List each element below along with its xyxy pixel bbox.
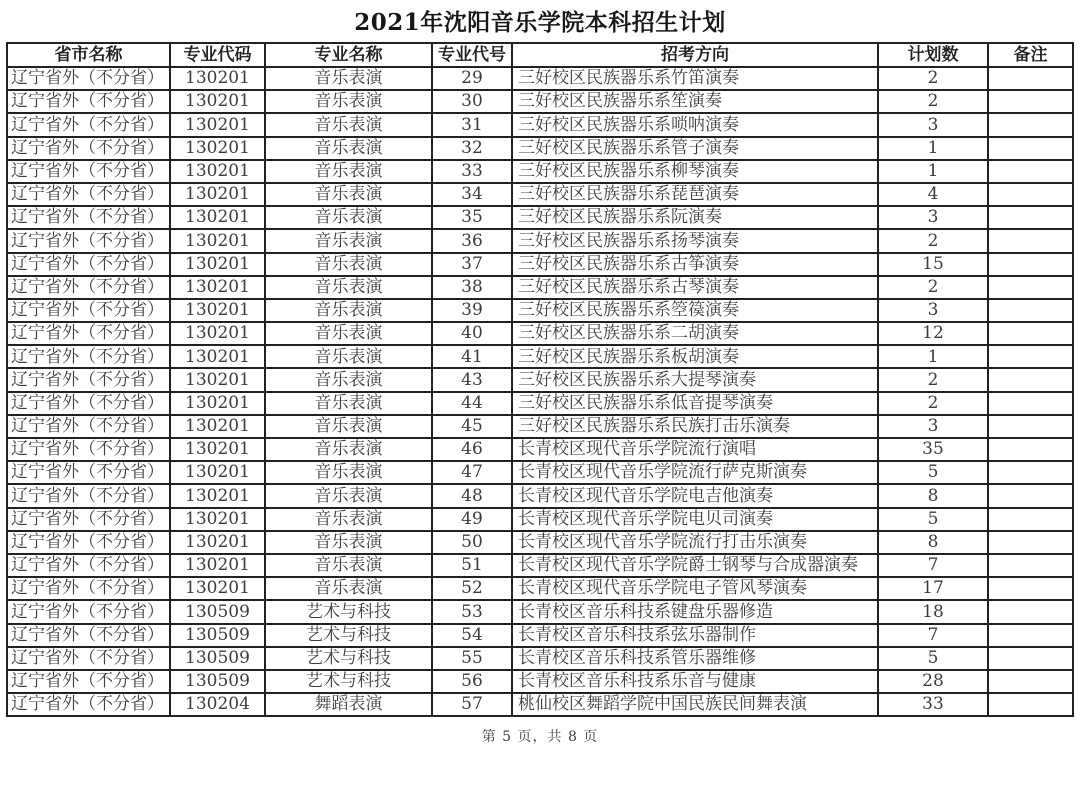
cell-major-code: 130201	[170, 299, 265, 322]
cell-direction: 三好校区民族器乐系柳琴演奏	[512, 160, 878, 183]
cell-province: 辽宁省外（不分省）	[7, 647, 170, 670]
cell-major-code: 130201	[170, 206, 265, 229]
cell-major-number: 35	[432, 206, 512, 229]
header-remark: 备注	[988, 43, 1073, 67]
cell-major-number: 31	[432, 113, 512, 136]
cell-province: 辽宁省外（不分省）	[7, 508, 170, 531]
cell-plan-count: 12	[878, 322, 988, 345]
table-row	[7, 508, 1073, 531]
table-row	[7, 647, 1073, 670]
cell-major-code: 130509	[170, 624, 265, 647]
cell-remark	[988, 345, 1073, 368]
cell-major-name: 音乐表演	[265, 577, 432, 600]
cell-plan-count: 3	[878, 415, 988, 438]
cell-major-code: 130509	[170, 670, 265, 693]
cell-major-name: 音乐表演	[265, 415, 432, 438]
cell-major-number: 36	[432, 229, 512, 252]
cell-province: 辽宁省外（不分省）	[7, 624, 170, 647]
cell-major-code: 130201	[170, 438, 265, 461]
cell-remark	[988, 484, 1073, 507]
cell-province: 辽宁省外（不分省）	[7, 345, 170, 368]
cell-direction: 三好校区民族器乐系古筝演奏	[512, 253, 878, 276]
cell-remark	[988, 160, 1073, 183]
cell-remark	[988, 67, 1073, 90]
table-row	[7, 461, 1073, 484]
cell-direction: 三好校区民族器乐系琵琶演奏	[512, 183, 878, 206]
cell-plan-count: 7	[878, 624, 988, 647]
cell-remark	[988, 113, 1073, 136]
cell-plan-count: 8	[878, 484, 988, 507]
cell-direction: 长青校区现代音乐学院流行演唱	[512, 438, 878, 461]
cell-plan-count: 5	[878, 508, 988, 531]
cell-major-code: 130201	[170, 183, 265, 206]
cell-major-code: 130201	[170, 577, 265, 600]
cell-plan-count: 18	[878, 600, 988, 623]
cell-remark	[988, 137, 1073, 160]
cell-major-number: 49	[432, 508, 512, 531]
cell-direction: 三好校区民族器乐系笙演奏	[512, 90, 878, 113]
cell-major-code: 130201	[170, 113, 265, 136]
cell-direction: 长青校区现代音乐学院流行萨克斯演奏	[512, 461, 878, 484]
cell-major-code: 130201	[170, 229, 265, 252]
cell-plan-count: 1	[878, 345, 988, 368]
cell-major-number: 47	[432, 461, 512, 484]
table-row	[7, 137, 1073, 160]
cell-major-number: 51	[432, 554, 512, 577]
cell-major-name: 音乐表演	[265, 531, 432, 554]
table-row	[7, 299, 1073, 322]
cell-major-number: 29	[432, 67, 512, 90]
cell-major-code: 130201	[170, 160, 265, 183]
cell-remark	[988, 531, 1073, 554]
cell-major-name: 艺术与科技	[265, 647, 432, 670]
cell-major-number: 30	[432, 90, 512, 113]
cell-major-name: 艺术与科技	[265, 624, 432, 647]
cell-province: 辽宁省外（不分省）	[7, 67, 170, 90]
cell-major-number: 41	[432, 345, 512, 368]
cell-remark	[988, 229, 1073, 252]
cell-major-code: 130509	[170, 600, 265, 623]
table-row	[7, 693, 1073, 716]
cell-major-name: 音乐表演	[265, 137, 432, 160]
table-row	[7, 415, 1073, 438]
cell-plan-count: 28	[878, 670, 988, 693]
header-province: 省市名称	[7, 43, 170, 67]
cell-remark	[988, 461, 1073, 484]
cell-direction: 长青校区音乐科技系弦乐器制作	[512, 624, 878, 647]
table-header-row	[7, 43, 1073, 67]
cell-direction: 三好校区民族器乐系箜篌演奏	[512, 299, 878, 322]
cell-major-number: 57	[432, 693, 512, 716]
cell-major-number: 32	[432, 137, 512, 160]
cell-major-name: 音乐表演	[265, 554, 432, 577]
cell-direction: 长青校区现代音乐学院爵士钢琴与合成器演奏	[512, 554, 878, 577]
table-row	[7, 253, 1073, 276]
cell-major-code: 130204	[170, 693, 265, 716]
cell-plan-count: 2	[878, 276, 988, 299]
cell-major-code: 130201	[170, 276, 265, 299]
cell-major-number: 39	[432, 299, 512, 322]
cell-province: 辽宁省外（不分省）	[7, 693, 170, 716]
table-row	[7, 113, 1073, 136]
table-row	[7, 160, 1073, 183]
cell-major-code: 130201	[170, 484, 265, 507]
cell-major-code: 130201	[170, 392, 265, 415]
cell-province: 辽宁省外（不分省）	[7, 229, 170, 252]
cell-remark	[988, 322, 1073, 345]
cell-major-name: 音乐表演	[265, 67, 432, 90]
page-title: 2021年沈阳音乐学院本科招生计划	[354, 9, 726, 36]
cell-direction: 三好校区民族器乐系低音提琴演奏	[512, 392, 878, 415]
cell-remark	[988, 206, 1073, 229]
cell-direction: 长青校区音乐科技系乐音与健康	[512, 670, 878, 693]
cell-plan-count: 2	[878, 90, 988, 113]
cell-major-name: 音乐表演	[265, 276, 432, 299]
cell-major-name: 音乐表演	[265, 229, 432, 252]
table-row	[7, 229, 1073, 252]
cell-major-number: 56	[432, 670, 512, 693]
cell-major-code: 130201	[170, 253, 265, 276]
cell-major-name: 音乐表演	[265, 90, 432, 113]
cell-direction: 三好校区民族器乐系大提琴演奏	[512, 368, 878, 391]
header-plan-count: 计划数	[878, 43, 988, 67]
cell-major-code: 130509	[170, 647, 265, 670]
cell-province: 辽宁省外（不分省）	[7, 253, 170, 276]
cell-major-number: 50	[432, 531, 512, 554]
cell-direction: 三好校区民族器乐系扬琴演奏	[512, 229, 878, 252]
header-major-name: 专业名称	[265, 43, 432, 67]
table-row	[7, 322, 1073, 345]
table-row	[7, 577, 1073, 600]
cell-direction: 三好校区民族器乐系古琴演奏	[512, 276, 878, 299]
cell-plan-count: 17	[878, 577, 988, 600]
cell-remark	[988, 438, 1073, 461]
table-body	[7, 67, 1073, 716]
cell-major-number: 40	[432, 322, 512, 345]
cell-major-code: 130201	[170, 554, 265, 577]
cell-major-name: 音乐表演	[265, 113, 432, 136]
cell-major-number: 48	[432, 484, 512, 507]
cell-province: 辽宁省外（不分省）	[7, 531, 170, 554]
page-number-footer: 第 5 页，共 8 页	[481, 729, 599, 746]
cell-province: 辽宁省外（不分省）	[7, 670, 170, 693]
cell-plan-count: 2	[878, 229, 988, 252]
cell-major-code: 130201	[170, 345, 265, 368]
table-row	[7, 67, 1073, 90]
cell-province: 辽宁省外（不分省）	[7, 461, 170, 484]
cell-major-number: 52	[432, 577, 512, 600]
cell-major-code: 130201	[170, 67, 265, 90]
cell-plan-count: 7	[878, 554, 988, 577]
cell-province: 辽宁省外（不分省）	[7, 438, 170, 461]
cell-major-code: 130201	[170, 508, 265, 531]
cell-plan-count: 3	[878, 299, 988, 322]
cell-remark	[988, 508, 1073, 531]
table-row	[7, 368, 1073, 391]
cell-major-name: 音乐表演	[265, 160, 432, 183]
table-row	[7, 345, 1073, 368]
table-row	[7, 531, 1073, 554]
enrollment-plan-table	[6, 42, 1074, 717]
cell-major-number: 54	[432, 624, 512, 647]
cell-province: 辽宁省外（不分省）	[7, 577, 170, 600]
cell-remark	[988, 276, 1073, 299]
cell-province: 辽宁省外（不分省）	[7, 160, 170, 183]
cell-direction: 三好校区民族器乐系管子演奏	[512, 137, 878, 160]
cell-plan-count: 1	[878, 137, 988, 160]
cell-direction: 长青校区音乐科技系管乐器维修	[512, 647, 878, 670]
cell-province: 辽宁省外（不分省）	[7, 392, 170, 415]
table-row	[7, 438, 1073, 461]
cell-major-number: 55	[432, 647, 512, 670]
cell-province: 辽宁省外（不分省）	[7, 554, 170, 577]
table-row	[7, 670, 1073, 693]
cell-plan-count: 1	[878, 160, 988, 183]
cell-major-name: 艺术与科技	[265, 600, 432, 623]
cell-remark	[988, 368, 1073, 391]
cell-remark	[988, 670, 1073, 693]
cell-remark	[988, 624, 1073, 647]
cell-major-name: 音乐表演	[265, 392, 432, 415]
cell-remark	[988, 647, 1073, 670]
cell-direction: 三好校区民族器乐系板胡演奏	[512, 345, 878, 368]
header-direction: 招考方向	[512, 43, 878, 67]
cell-major-name: 艺术与科技	[265, 670, 432, 693]
cell-plan-count: 15	[878, 253, 988, 276]
cell-remark	[988, 392, 1073, 415]
cell-plan-count: 35	[878, 438, 988, 461]
cell-remark	[988, 299, 1073, 322]
cell-major-name: 音乐表演	[265, 253, 432, 276]
cell-major-name: 音乐表演	[265, 484, 432, 507]
cell-direction: 三好校区民族器乐系民族打击乐演奏	[512, 415, 878, 438]
cell-province: 辽宁省外（不分省）	[7, 484, 170, 507]
cell-major-number: 46	[432, 438, 512, 461]
cell-major-name: 音乐表演	[265, 299, 432, 322]
header-major-number: 专业代号	[432, 43, 512, 67]
cell-major-code: 130201	[170, 368, 265, 391]
cell-direction: 三好校区民族器乐系唢呐演奏	[512, 113, 878, 136]
cell-major-name: 音乐表演	[265, 322, 432, 345]
cell-remark	[988, 554, 1073, 577]
cell-remark	[988, 253, 1073, 276]
cell-province: 辽宁省外（不分省）	[7, 206, 170, 229]
table-row	[7, 90, 1073, 113]
cell-major-number: 34	[432, 183, 512, 206]
cell-major-code: 130201	[170, 90, 265, 113]
cell-plan-count: 2	[878, 67, 988, 90]
cell-direction: 三好校区民族器乐系阮演奏	[512, 206, 878, 229]
cell-major-code: 130201	[170, 461, 265, 484]
table-row	[7, 624, 1073, 647]
cell-direction: 三好校区民族器乐系竹笛演奏	[512, 67, 878, 90]
cell-plan-count: 2	[878, 368, 988, 391]
cell-remark	[988, 693, 1073, 716]
cell-major-number: 33	[432, 160, 512, 183]
table-row	[7, 206, 1073, 229]
cell-direction: 长青校区音乐科技系键盘乐器修造	[512, 600, 878, 623]
cell-direction: 长青校区现代音乐学院电贝司演奏	[512, 508, 878, 531]
table-row	[7, 554, 1073, 577]
cell-major-name: 音乐表演	[265, 206, 432, 229]
cell-major-name: 音乐表演	[265, 368, 432, 391]
cell-province: 辽宁省外（不分省）	[7, 600, 170, 623]
cell-province: 辽宁省外（不分省）	[7, 137, 170, 160]
cell-direction: 长青校区现代音乐学院电吉他演奏	[512, 484, 878, 507]
cell-major-number: 53	[432, 600, 512, 623]
table-row	[7, 276, 1073, 299]
cell-plan-count: 8	[878, 531, 988, 554]
cell-plan-count: 33	[878, 693, 988, 716]
cell-direction: 长青校区现代音乐学院电子管风琴演奏	[512, 577, 878, 600]
cell-province: 辽宁省外（不分省）	[7, 415, 170, 438]
cell-province: 辽宁省外（不分省）	[7, 299, 170, 322]
cell-major-number: 37	[432, 253, 512, 276]
cell-direction: 桃仙校区舞蹈学院中国民族民间舞表演	[512, 693, 878, 716]
cell-plan-count: 4	[878, 183, 988, 206]
cell-major-name: 音乐表演	[265, 345, 432, 368]
table-row	[7, 600, 1073, 623]
cell-direction: 三好校区民族器乐系二胡演奏	[512, 322, 878, 345]
cell-major-name: 音乐表演	[265, 438, 432, 461]
cell-major-code: 130201	[170, 531, 265, 554]
table-row	[7, 392, 1073, 415]
cell-plan-count: 5	[878, 647, 988, 670]
cell-major-code: 130201	[170, 415, 265, 438]
cell-major-name: 音乐表演	[265, 461, 432, 484]
cell-major-code: 130201	[170, 322, 265, 345]
cell-plan-count: 3	[878, 113, 988, 136]
table-row	[7, 484, 1073, 507]
cell-major-number: 44	[432, 392, 512, 415]
cell-plan-count: 5	[878, 461, 988, 484]
table-row	[7, 183, 1073, 206]
cell-province: 辽宁省外（不分省）	[7, 113, 170, 136]
cell-major-name: 舞蹈表演	[265, 693, 432, 716]
cell-major-number: 43	[432, 368, 512, 391]
cell-remark	[988, 600, 1073, 623]
cell-province: 辽宁省外（不分省）	[7, 322, 170, 345]
cell-province: 辽宁省外（不分省）	[7, 276, 170, 299]
cell-province: 辽宁省外（不分省）	[7, 90, 170, 113]
header-major-code: 专业代码	[170, 43, 265, 67]
cell-plan-count: 3	[878, 206, 988, 229]
cell-province: 辽宁省外（不分省）	[7, 368, 170, 391]
cell-remark	[988, 415, 1073, 438]
cell-remark	[988, 183, 1073, 206]
cell-province: 辽宁省外（不分省）	[7, 183, 170, 206]
cell-plan-count: 2	[878, 392, 988, 415]
cell-major-name: 音乐表演	[265, 183, 432, 206]
cell-remark	[988, 577, 1073, 600]
cell-remark	[988, 90, 1073, 113]
cell-major-number: 38	[432, 276, 512, 299]
cell-direction: 长青校区现代音乐学院流行打击乐演奏	[512, 531, 878, 554]
cell-major-code: 130201	[170, 137, 265, 160]
cell-major-number: 45	[432, 415, 512, 438]
cell-major-name: 音乐表演	[265, 508, 432, 531]
